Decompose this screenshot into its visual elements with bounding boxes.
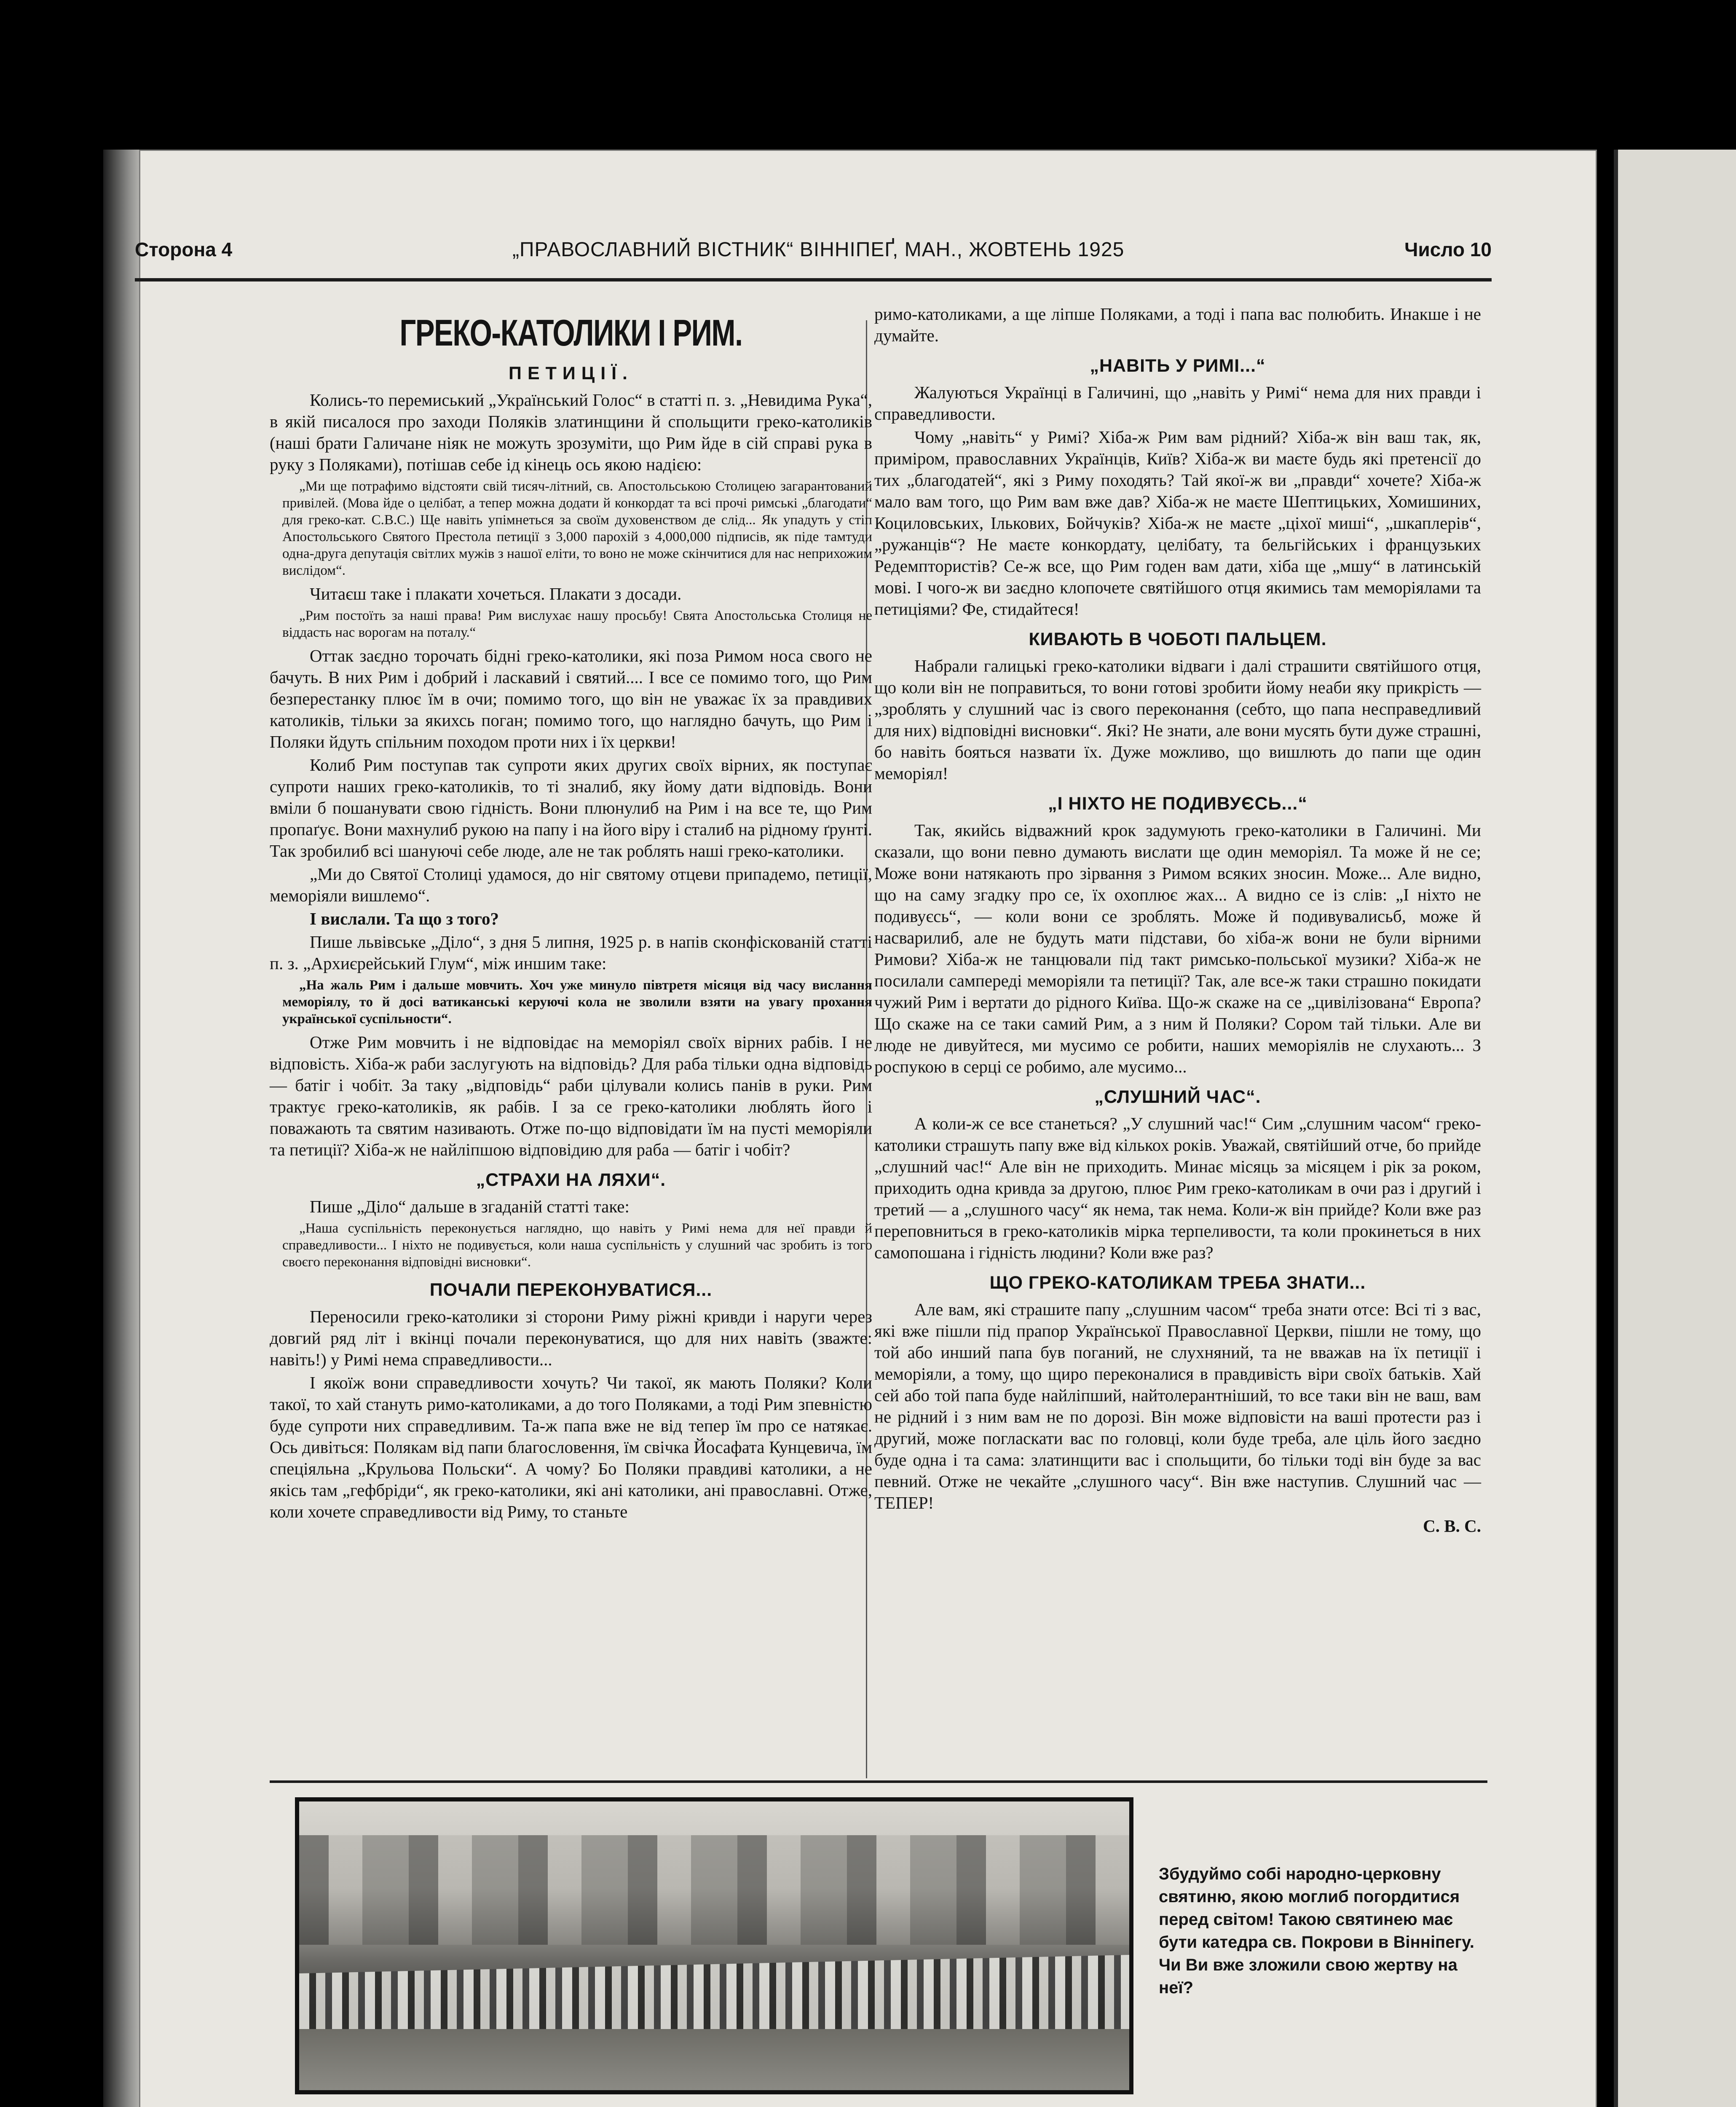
- paragraph: Чому „навіть“ у Римі? Хіба-ж Рим вам рідний? Хіба-ж він ваш так, як, приміром, православних Українців, Київ? Хіба-ж ви маєте будь які претенсії до тих „благодатей“, які з Риму походять? Тай якої-ж ви „правди“ хочете? Хіба-ж мало вам того, що Рим вам вже дав? Хіба-ж не маєте Шептицьких, Хомишиних, Коциловських, Ількових, Бойчуків? Хіба-ж не маєте „ціхої миші“, „шкаплерів“, „ружанців“? Не маєте конкордату, целібату, та бельгійських і французьких Редемптористів? Се-ж все, що Рим годен вам дати, хіба ще „мшу“ в латинській мові. І чого-ж ви заєдно клопочете святійшого отця якимись там меморіялами та петиціями? Фе, стидайтеся!: [874, 427, 1481, 619]
- paragraph: Набрали галицькі греко-католики відваги і далі страшити святійшого отця, що коли він не поправиться, то вони готові зробити йому неаби яку прикрість — „зроблять у слушний час із свого переконання (себто, що папа несправедливий для них) відповідні висновки“. Які? Не знати, але вони мусять бути дуже страшні, бо навіть бояться назвати їх. Дуже можливо, що вишлють до папи ще один меморіял!: [874, 656, 1481, 783]
- paragraph: Колись-то перемиський „Український Голос“ в статті п. з. „Невидима Рука“, в якій писалося про заходи Поляків златинщини й спольщити греко-католиків (наші брати Галичане ніяк не можуть зрозуміти, що Рим йде в сій справі рука в руку з Поляками), потішав себе ід кінець ось якою надією:: [270, 390, 872, 474]
- running-head: [135, 238, 1492, 276]
- article-title: ГРЕКО-КАТОЛИКИ І РИМ.: [399, 312, 742, 354]
- subheading-rome: „НАВІТЬ У РИМІ...“: [1090, 356, 1266, 376]
- adjacent-page-edge: [1614, 150, 1736, 2107]
- school-children-photo: [295, 1797, 1133, 2094]
- subheading-petitions: ПЕТИЦІЇ.: [509, 363, 633, 383]
- subheading-time: „СЛУШНИЙ ЧАС“.: [1094, 1087, 1261, 1107]
- subheading-fears: „СТРАХИ НА ЛЯХИ“.: [476, 1170, 666, 1190]
- photo-background-buildings: [299, 1835, 1129, 1945]
- quotation: „На жаль Рим і дальше мовчить. Хоч уже минуло півтретя місяця від часу вислання меморіялу, то й досі ватиканські керуючі кола не зволили взяти на увагу прохання української суспільности“.: [282, 978, 872, 1027]
- subheading-know: ЩО ГРЕКО-КАТОЛИКАМ ТРЕБА ЗНАТИ...: [989, 1273, 1366, 1293]
- page-number-label: Сторона 4: [135, 239, 233, 260]
- left-column: [270, 303, 872, 1524]
- quotation: „Рим постоїть за наші права! Рим вислухає нашу просьбу! Свята Апостольська Столиця не віддасть нас ворогам на поталу.“: [282, 608, 872, 640]
- right-column: [874, 303, 1481, 1537]
- article-bottom-rule: [270, 1780, 1487, 1783]
- subheading-finger: КИВАЮТЬ В ЧОБОТІ ПАЛЬЦЕМ.: [1029, 629, 1327, 649]
- paragraph: римо-католиками, а ще ліпше Поляками, а тоді і папа вас полюбить. Инакше і не думайте.: [874, 304, 1481, 345]
- paragraph: Так, якийсь відважний крок задумують греко-католики в Галичині. Ми сказали, що вони певно думають вислати ще один меморіял. Та може й не се; Може вони натякають про зірвання з Римом всяких зносин. Може... Але видно, що на саму згадку про се, їх охоплює жах... А видно се із слів: „І ніхто не подивуєсь“, — коли вони се зроблять. Може й подивувалисьб, може й насварилиб, але не будуть мати підстави, бо хіба-ж вони не були вірними Римови? Хіба-ж не танцювали під такт римсько-польської музики? Хіба-ж не посилали сампереді меморіяли та петиції? Так, але все-ж таки страшно покидати чужий Рим і вертати до рідного Київа. Що-ж скаже на се „цивілізована“ Европа? Що скаже на се таки самий Рим, а з ним й Поляки? Сором тай тільки. Але ви люде не дивуйтеся, ми мусимо се робити, наших меморіялів не слухають... З роспукою в серці се робимо, але мусимо...: [874, 820, 1481, 1076]
- header-rule: [135, 278, 1492, 281]
- paragraph: І вислали. Та що з того?: [310, 909, 499, 928]
- quotation: „Наша суспільність переконується наглядно, що навіть у Римі нема для неї правди й справедливости... І ніхто не подивується, коли наша суспільність у слушний час зробить із того своєго переконання відповідні висновки“.: [282, 1221, 872, 1270]
- cathedral-appeal: Збудуймо собі народно-церковну святиню, якою моглиб погордитися перед світом! Такою святинею має бути катедра св. Покрови в Вінніпегу. Чи Ви вже зложили свою жертву на неї?: [1159, 1865, 1474, 1997]
- paragraph: Жалуються Українці в Галичині, що „навіть у Римі“ нема для них правди і справедливости.: [874, 383, 1481, 424]
- paragraph: Пише „Діло“ дальше в згаданій статті таке:: [310, 1197, 630, 1216]
- paragraph: Колиб Рим поступав так супроти яких других своїх вірних, як поступає супроти наших греко-католиків, то ті зналиб, яку йому дати відповідь. Вони вміли б пошанувати свою гідність. Вони плюнулиб на Рим і на все те, що Рим пропаґує. Вони махнулиб рукою на папу і на його віру і сталиб на рідному ґрунті. Так зробилиб всі шануючі себе люде, але не так роблять наші греко-католики.: [270, 755, 872, 860]
- paragraph: Читаєш таке і плакати хочеться. Плакати з досади.: [310, 584, 682, 603]
- signature-line: [874, 1515, 1481, 1537]
- paragraph: А коли-ж се все станеться? „У слушний час!“ Сим „слушним часом“ греко-католики страшуть папу вже від кількох років. Уважай, святійший отче, бо прийде „слушний час!“ Але він не приходить. Минає місяць за місяцем і рік за роком, приходить одна кривда за другою, плює Рим греко-католикам в очи раз і другий і третий — а „слушного часу“ як нема, так нема. Коли-ж він прийде? Коли вже раз переповниться в греко-католиків мірка терпеливости, та коли прокинеться в них самопошана і гідність людини? Коли вже раз?: [874, 1114, 1481, 1262]
- paragraph: Отже Рим мовчить і не відповідає на меморіял своїх вірних рабів. І не відповість. Хіба-ж раби заслугують на відповідь? Для раба тільки одна відповідь — батіг і чобіт. За таку „відповідь“ раби цілували колись панів в руки. Рим трактує греко-католиків, як рабів. І за се греко-католики люблять його і поважають та святим називають. Отже по-що відповідати їм на пусті меморіяли та петиції? Хіба-ж не найліпшою відповідию для раба — батіг і чобіт?: [270, 1032, 872, 1159]
- paragraph: І якоїж вони справедливости хочуть? Чи такої, як мають Поляки? Коли такої, то хай стануть римо-католиками, а до того Поляками, а тоді Рим зпевністю буде супроти них справедливим. Та-ж папа вже не від тепер їм про се натякає. Ось дивіться: Полякам від папи благословення, їм свічка Йосафата Кунцевича, їм спеціяльна „Крульова Польски“. А чому? Бо Поляки правдиві католики, а не якісь там „гефбріди“, як греко-католики, які ані католики, ані православні. Отже, коли хочете справедливости від Риму, то станьте: [270, 1373, 872, 1521]
- paragraph: Переносили греко-католики зі сторони Риму ріжні кривди і наруги через довгий ряд літ і вкінці почали переконуватися, що для них навіть (зважте: навіть!) у Римі нема справедливости...: [270, 1307, 872, 1369]
- photo-children-group: [299, 1936, 1129, 2029]
- masthead: „ПРАВОСЛАВНИЙ ВІСТНИК“ ВІННІПЕҐ, МАН., ЖОВТЕНЬ 1925: [512, 239, 1125, 261]
- subheading-convince: ПОЧАЛИ ПЕРЕКОНУВАТИСЯ...: [429, 1280, 713, 1300]
- issue-number-label: Число 10: [1404, 239, 1492, 260]
- signature: С. В. С.: [1423, 1516, 1481, 1536]
- quotation: „Ми ще потрафимо відстояти свій тисяч-літний, св. Апостольською Столицею загарантований привілей. (Мова йде о целібат, а тепер можна додати й конкордат та всі прочі римські „благодати“ для греко-кат. С.В.С.) Ще навіть упімнеться за своїм духовенством де слід... Як упадуть у стіп Апостольського Святого Престола петиції з 3,000 парохій з 4,000,000 підписів, як піде тамтуди одна-друга депутація світлих мужів з нашої еліти, то воно не може скінчитися для нас неприхожим вислідом“.: [282, 479, 872, 578]
- paragraph: Але вам, які страшите папу „слушним часом“ треба знати отсе: Всі ті з вас, які вже пішли під прапор Української Православної Церкви, пішли не тому, що той або инший папа був поганий, не слухняний, та не вважав на їх петиції і меморіяли, а тому, що щиро переконалися в правдивість віри своїх батьків. Хай сей або той папа буде найліпший, найтолерантніший, то все таки він не ваш, вам не рідний і з ним вам не по дорозі. Він може відповісти на ваші протести раз і другий, може погласкати вас по головці, коли буде треба, але ціль його заєдно буде одна і та сама: златинщити вас і спольщити, бо тільки тоді він буде за вас певний. Отже не чекайте „слушного часу“. Він вже наступив. Слушний час — ТЕПЕР!: [874, 1300, 1481, 1512]
- paragraph: Оттак заєдно торочать бідні греко-католики, які поза Римом носа свого не бачуть. В них Рим і добрий і ласкавий і святий.... І все се помимо того, що Рим безперестанку плює їм в очи; помимо того, що він не уважає їх за правдивих католиків, тільки за якихсь поган; помимо того, що наглядно бачуть, що Рим і Поляки йдуть спільним походом проти них і їх церкви!: [270, 646, 872, 751]
- paragraph: Пише львівське „Діло“, з дня 5 липня, 1925 р. в напів сконфіскованій статті п. з. „Архиєрейський Глум“, між иншим таке:: [270, 932, 872, 973]
- paragraph: „Ми до Святої Столиці удамося, до ніг святому отцеви припадемо, петиції, меморіяли вишлемо“.: [270, 864, 872, 905]
- photo-ground: [299, 2029, 1129, 2094]
- subheading-noone: „І НІХТО НЕ ПОДИВУЄСЬ...“: [1048, 793, 1307, 814]
